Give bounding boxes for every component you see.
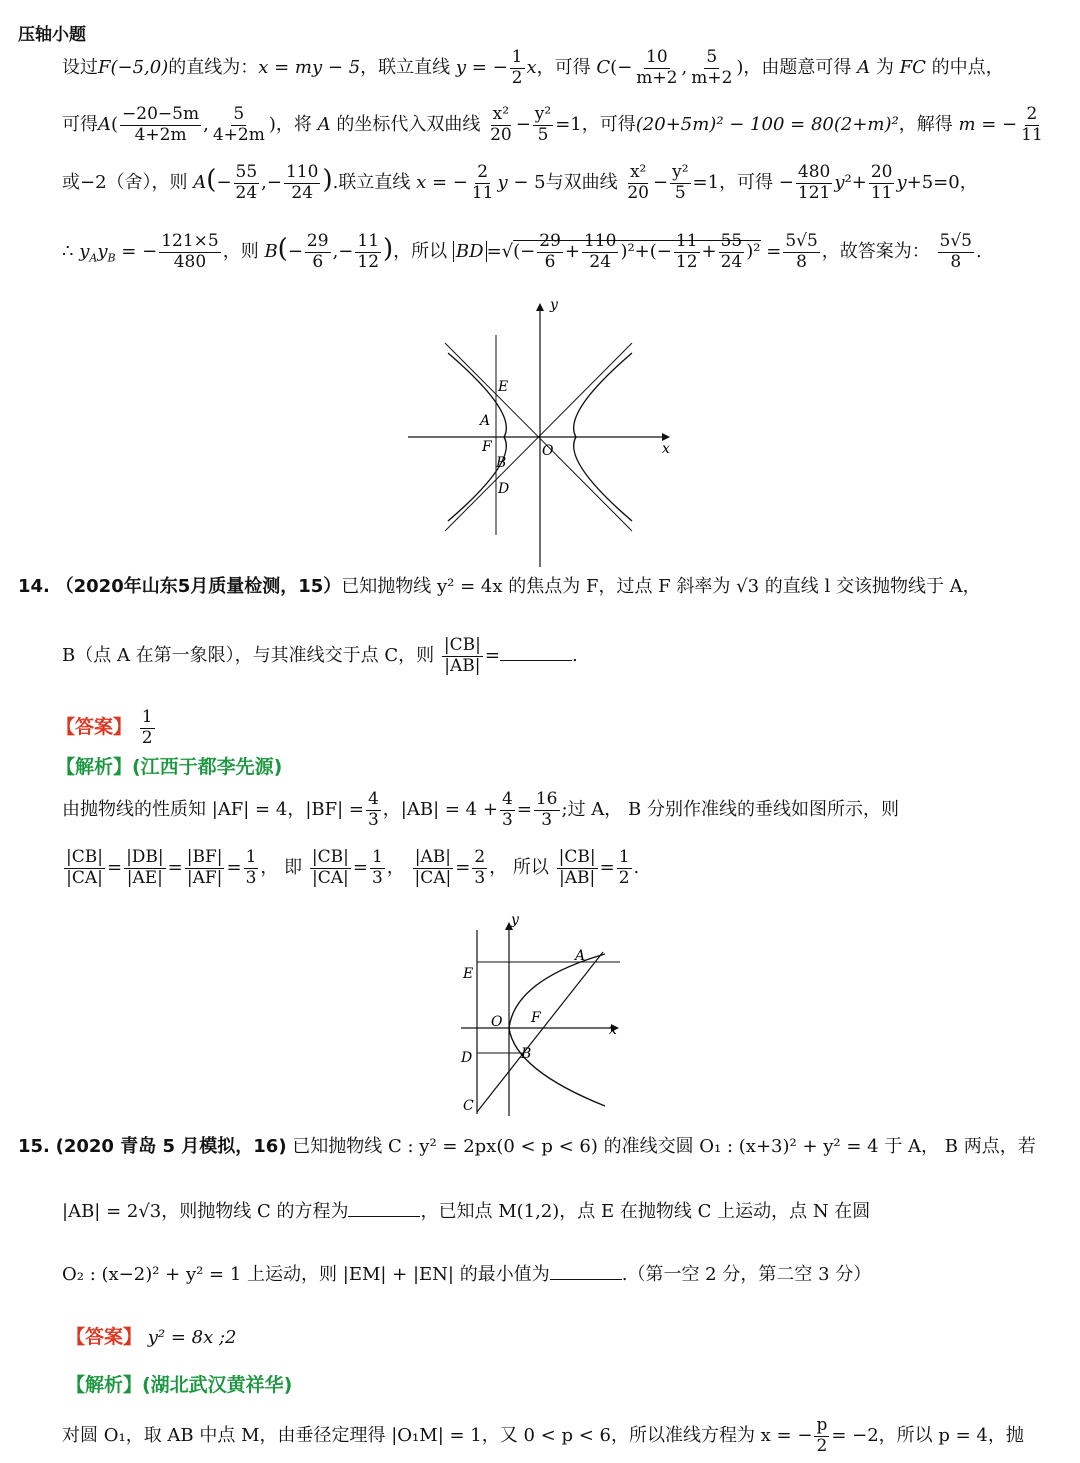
label-A: A [575, 948, 586, 964]
q14-blank [500, 646, 572, 661]
label-O: O [542, 443, 554, 459]
label-y: y [550, 297, 558, 313]
label-B: B [496, 455, 507, 471]
label-F: F [531, 1010, 541, 1026]
parabola-figure [455, 910, 635, 1120]
q14-answer: 【答案】 $\frac{1}{2}$ [56, 707, 153, 748]
q15-blank-2 [550, 1265, 622, 1280]
hyperbola-figure [400, 295, 690, 570]
q15-blank-1 [348, 1202, 420, 1217]
label-F: F [482, 439, 492, 455]
label-y: y [511, 912, 519, 928]
label-D: D [461, 1050, 473, 1066]
q15-line-3: O₂ : (x−2)² + y² = 1 上运动，则 |EM| + |EN| 的最小值为 .（第一空 2 分，第二空 3 分） [62, 1264, 872, 1285]
label-C: C [463, 1098, 474, 1114]
label-x: x [662, 441, 670, 457]
q15-analysis-label: 【解析】(湖北武汉黄祥华) [66, 1374, 293, 1396]
label-x: x [609, 1022, 617, 1038]
label-D: D [498, 481, 510, 497]
q14-line-2: B（点 A 在第一象限），与其准线交于点 C，则 $\frac{|CB|}{|AB|}$ = . [62, 635, 578, 676]
q15-answer: 【答案】 y² = 8x ;2 [66, 1326, 237, 1348]
section-header: 压轴小题 [18, 25, 86, 45]
label-A: A [480, 413, 491, 429]
q14-analysis-label: 【解析】(江西于都李先源) [56, 756, 283, 778]
label-E: E [463, 966, 474, 982]
sol13-line-3: 或−2（舍），则 A(− $\frac{55}{24}$ ,− $\frac{110}{24}$ ).联立直线 x = − $\frac{2}{11}$ y − 5与双曲线 $\frac{\text{x²}}{20}$ − $\frac{\text{y²}}{5}$ =1，可得 − $\frac{480}{121}$ y²+ $\frac{20}{11}$ y+5=0， [62, 162, 978, 203]
label-E: E [498, 379, 509, 395]
q15-sol-line-1: 对圆 O₁，取 AB 中点 M，由垂径定理得 |O₁M| = 1，又 0 < p < 6，所以准线方程为 x = − $\frac{p}{2}$ = −2，所以 p = 4，抛 [62, 1415, 1024, 1456]
parabola-curve [509, 954, 605, 1106]
label-O: O [491, 1014, 503, 1030]
label-B: B [521, 1046, 532, 1062]
sol13-line-1: 设过F(−5,0)的直线为：x = my − 5，联立直线 y = − $\frac{1}{2}$ x，可得 C(− $\frac{10}{m+2}$ , $\frac{5}{m+2}$ )，由题意可得 A 为 FC 的中点， [62, 47, 1004, 88]
q15-line-1: 15. (2020 青岛 5 月模拟，16) 已知抛物线 C : y² = 2px(0 < p < 6) 的准线交圆 O₁ : (x+3)² + y² = 4 于 A， B 两点，若 [18, 1136, 1036, 1157]
q15-line-2: |AB| = 2√3，则抛物线 C 的方程为 ，已知点 M(1,2)，点 E 在抛物线 C 上运动，点 N 在圆 [62, 1201, 871, 1222]
q14-sol-line-1: 由抛物线的性质知 |AF| = 4，|BF| = $\frac{4}{3}$ ，|AB| = 4 + $\frac{4}{3}$ = $\frac{16}{3}$ ;过 A， B 分别作准线的垂线如图所示，则 [62, 789, 899, 830]
sol13-line-2: 可得A( $\frac{-20-5m}{4+2m}$ , $\frac{5}{4+2m}$ )，将 A 的坐标代入双曲线 $\frac{\text{x²}}{20}$ − $\frac{\text{y²}}{5}$ =1，可得(20+5m)² − 100 = 80(2+m)²，解得 m = − $\frac{2}{11}$ [62, 104, 1043, 145]
sol13-line-4: ∴ $y_Ay_B$ = − $\frac{121\times 5}{480}$ ，则 B(− $\frac{29}{6}$ ,− $\frac{11}{12}$ )，所以 BD =√(− $\frac{29}{6}$ + $\frac{110}{24}$ )²+(− $\frac{11}{12}$ + $\frac{55}{24}$ )² = $\frac{5√5}{8}$ ，故答案为： $\frac{5√5}{8}$ . [62, 231, 982, 272]
q14-sol-line-2: $\frac{|CB|}{|CA|}$ = $\frac{|DB|}{|AE|}$ = $\frac{|BF|}{|AF|}$ = $\frac{1}{3}$ ， 即 $\frac{|CB|}{|CA|}$ = $\frac{1}{3}$ ， $\frac{|AB|}{|CA|}$ = $\frac{2}{3}$ ， 所以 $\frac{|CB|}{|AB|}$ = $\frac{1}{2}$ . [66, 847, 640, 888]
line-l [477, 952, 603, 1112]
q14-line-1: 14. （2020年山东5月质量检测，15）已知抛物线 y² = 4x 的焦点为 F，过点 F 斜率为 √3 的直线 l 交该抛物线于 A， [18, 576, 981, 597]
